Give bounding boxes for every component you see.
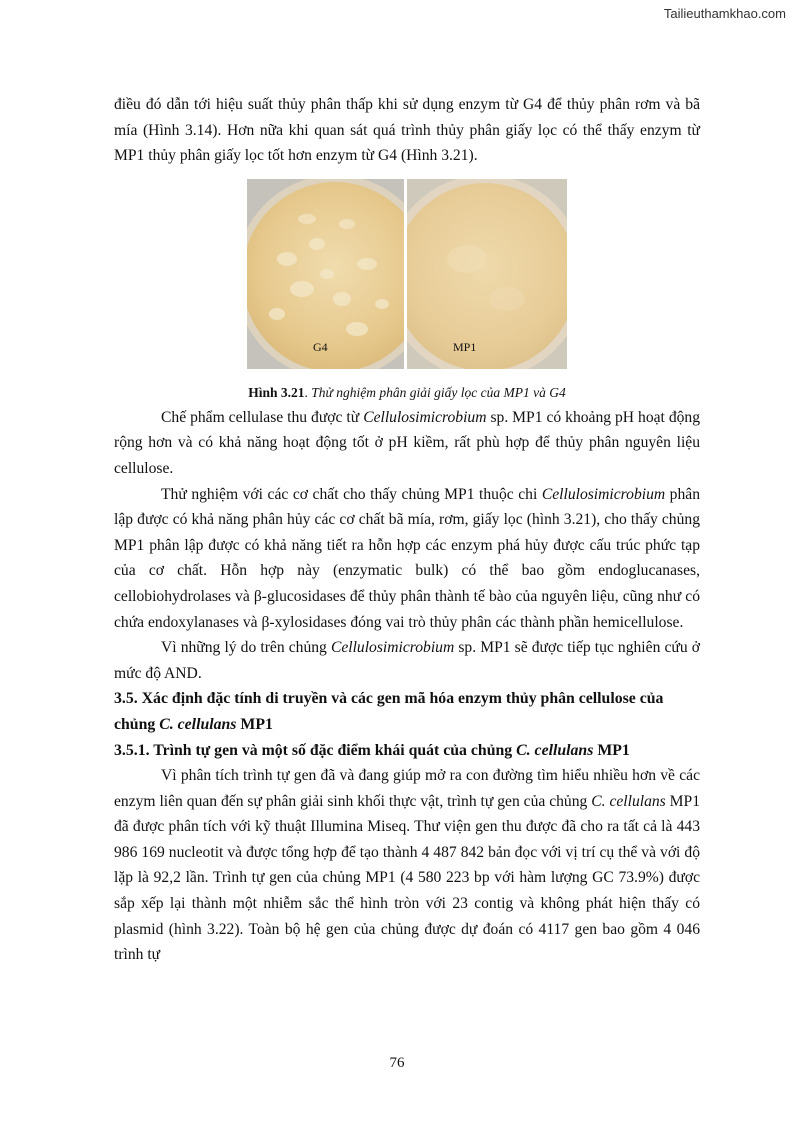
paragraph-cellulase-preparation [114,405,700,482]
species-name: C. cellulans [516,741,594,759]
section-heading-3-5-1 [114,738,700,764]
species-name: C. cellulans [159,715,237,733]
heading-text: 3.5. Xác định đặc tính di truyền và các gen mã hóa enzym thủy phân cellulose của chủng [114,690,664,733]
caption-separator: . [304,384,312,400]
section-heading-3-5 [114,686,700,737]
heading-text: 3.5.1. Trình tự gen và một số đặc điểm khái quát của chủng [114,741,517,759]
text-run: Vì phân tích trình tự gen đã và đang giúp mở ra con đường tìm hiểu nhiều hơn về các enzym liên quan đến sự phân giải sinh khối thực vật, trình tự gen của chủng [114,767,700,810]
plate-mp1-image [407,179,567,369]
plate-photo-mp1 [407,179,567,369]
heading-text: MP1 [593,741,630,759]
watermark: Tailieuthamkhao.com [663,6,786,21]
text-run: MP1 đã được phân tích với kỹ thuật Illumina Miseq. Thư viện gen thu được đã cho ra tất cả là 443 986 169 nucleotit và được tổng hợp để tạo thành 4 487 842 bản đọc với vị trí cụ thể và với độ lặp là 92,2 lần. Trình tự gen của chủng MP1 (4 580 223 bp với hàm lượng GC 73.9%) được sắp xếp lại thành một nhiễm sắc thể hình tròn với 23 contig và không phát hiện thấy có plasmid (hình 3.22). Toàn bộ hệ gen của chủng được dự đoán có 4117 gen bao gồm 4 046 trình tự [114,792,700,964]
text-run: phân lập được có khả năng phân hủy các cơ chất bã mía, rơm, giấy lọc (hình 3.21), cho thấy chủng MP1 phân lập được có khả năng tiết ra hỗn hợp các enzym phá hủy được cấu trúc phức tạp của cơ chất. Hỗn hợp này (enzymatic bulk) có thể bao gồm endoglucanases, cellobiohydrolases và β-glucosidases để thủy phân thành tế bào của nguyên liệu, cũng như có chứa endoxylanases và β-xylosidases đóng vai trò thủy phân các thành phần hemicellulose. [114,485,700,631]
text-run: Chế phẩm cellulase thu được từ [161,408,364,426]
caption-text: Thử nghiệm phân giải giấy lọc của MP1 và G4 [311,384,566,400]
species-name: Cellulosimicrobium [363,408,487,426]
plate-label-g4: G4 [313,339,328,354]
paragraph-substrate-test [114,482,700,636]
plate-label-mp1: MP1 [453,339,477,354]
paragraph-intro: điều đó dẫn tới hiệu suất thủy phân thấp khi sử dụng enzym từ G4 để thủy phân rơm và bã mía (Hình 3.14). Hơn nữa khi quan sát quá trình thủy phân giấy lọc có thể thấy enzym từ MP1 thủy phân giấy lọc tốt hơn enzym từ G4 (Hình 3.21). [114,96,700,165]
figure-3-21 [247,179,567,369]
figure-caption [114,383,700,403]
page-body [114,92,700,968]
caption-number: Hình 3.21 [248,384,305,400]
text-run: Thử nghiệm với các cơ chất cho thấy chủng MP1 thuộc chi [161,485,542,503]
text-run: Vì những lý do trên chủng [161,639,331,657]
species-name: Cellulosimicrobium [330,639,455,657]
species-name: Cellulosimicrobium [541,485,666,503]
page-number: 76 [389,1055,405,1071]
species-name: C. cellulans [591,792,666,810]
paragraph-conclusion [114,635,700,686]
text-run: sp. MP1 sẽ được tiếp tục nghiên cứu ở mức độ AND. [114,639,700,682]
paragraph-genome-sequence [114,763,700,968]
heading-text: MP1 [236,715,273,733]
text-run: sp. MP1 có khoảng pH hoạt động rộng hơn và có khả năng hoạt động tốt ở pH kiềm, rất phù hợp để thủy phân nguyên liệu cellulose. [114,408,701,477]
plate-photo-g4 [247,179,404,369]
